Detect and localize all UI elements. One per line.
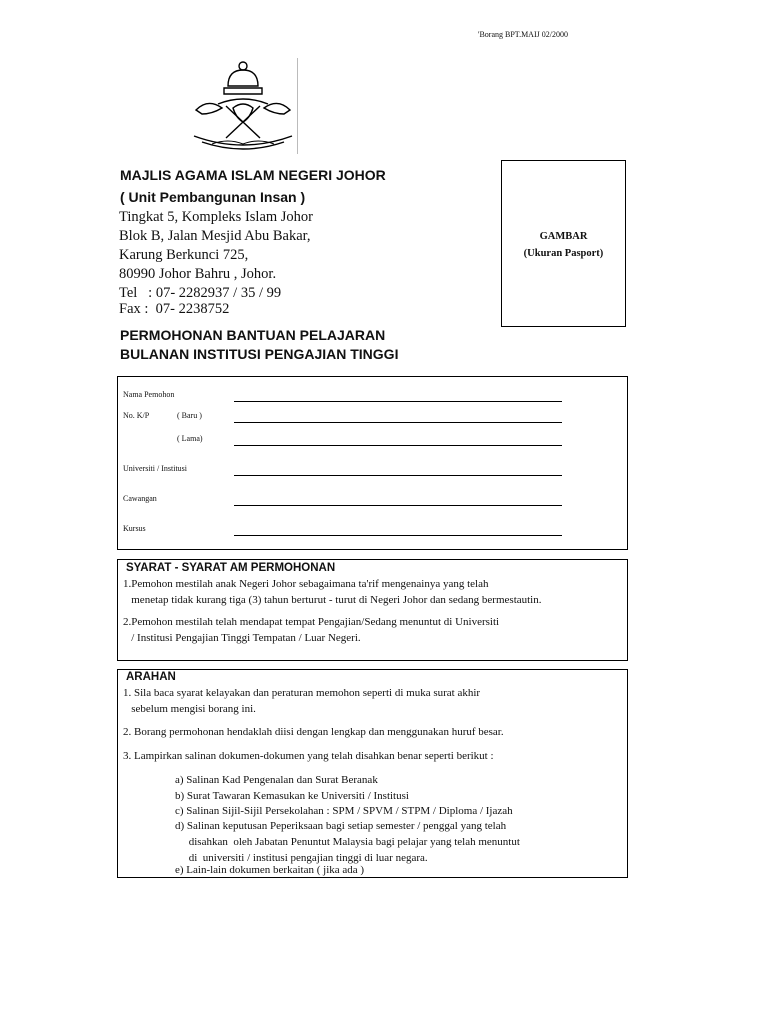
instruction-item: 3. Lampirkan salinan dokumen-dokumen yang telah disahkan benar seperti berikut :: [123, 750, 494, 762]
general-conditions-box: [117, 559, 628, 661]
kp-baru-input-line[interactable]: [234, 422, 562, 423]
nama-input-line[interactable]: [234, 401, 562, 402]
form-title-line2: BULANAN INSTITUSI PENGAJIAN TINGGI: [120, 346, 399, 362]
label-kursus: Kursus: [123, 524, 146, 533]
fax-line: Fax : 07- 2238752: [119, 301, 230, 317]
form-title-line1: PERMOHONAN BANTUAN PELAJARAN: [120, 327, 386, 343]
kursus-input-line[interactable]: [234, 535, 562, 536]
instruction-item: 2. Borang permohonan hendaklah diisi dengan lengkap dan menggunakan huruf besar.: [123, 726, 504, 738]
document-subitem: c) Salinan Sijil-Sijil Persekolahan : SPM / SPVM / STPM / Diploma / Ijazah: [175, 805, 513, 817]
label-kp: No. K/P: [123, 411, 150, 420]
photo-sublabel: (Ukuran Pasport): [523, 248, 604, 259]
condition-item: 2.Pemohon mestilah telah mendapat tempat Pengajian/Sedang menuntut di Universiti / Institusi Pengajian Tinggi Tempatan / Luar Negeri.: [123, 616, 500, 644]
address-line: 80990 Johor Bahru , Johor.: [119, 266, 277, 282]
label-nama: Nama Pemohon: [123, 390, 175, 399]
label-universiti: Universiti / Institusi: [123, 464, 187, 473]
organization-unit: ( Unit Pembangunan Insan ): [120, 189, 306, 205]
label-cawangan: Cawangan: [123, 494, 157, 503]
label-kp-lama: ( Lama): [177, 434, 203, 443]
form-title: [120, 326, 398, 364]
organization-name: MAJLIS AGAMA ISLAM NEGERI JOHOR: [120, 167, 386, 183]
divider: [297, 58, 298, 154]
document-subitem: b) Surat Tawaran Kemasukan ke Universiti / Institusi: [175, 790, 409, 802]
conditions-heading: SYARAT - SYARAT AM PERMOHONAN: [126, 562, 336, 574]
instructions-heading: ARAHAN: [126, 671, 176, 683]
applicant-details-box: [117, 376, 628, 550]
form-reference: 'Borang BPT.MAIJ 02/2000: [478, 30, 568, 39]
cawangan-input-line[interactable]: [234, 505, 562, 506]
universiti-input-line[interactable]: [234, 475, 562, 476]
address-line: Karung Berkunci 725,: [119, 247, 249, 263]
address-block: [119, 208, 313, 319]
phone-line: Tel : 07- 2282937 / 35 / 99: [119, 285, 282, 301]
photo-box: [501, 160, 626, 327]
kp-lama-input-line[interactable]: [234, 445, 562, 446]
condition-item: 1.Pemohon mestilah anak Negeri Johor sebagaimana ta'rif mengenainya yang telah menetap tidak kurang tiga (3) tahun berturut - turut di Negeri Johor dan sedang bermestautin.: [123, 578, 542, 606]
document-subitem: a) Salinan Kad Pengenalan dan Surat Beranak: [175, 774, 378, 786]
label-kp-baru: ( Baru ): [177, 411, 202, 420]
document-subitem: d) Salinan keputusan Peperiksaan bagi setiap semester / penggal yang telah disahkan oleh Jabatan Penuntut Malaysia bagi pelajar yang telah menuntut di universiti / institusi pengajian tinggi di luar negara.: [175, 820, 520, 864]
instruction-item: 1. Sila baca syarat kelayakan dan peraturan memohon seperti di muka surat akhir sebelum mengisi borang ini.: [123, 687, 481, 715]
document-subitem: e) Lain-lain dokumen berkaitan ( jika ada ): [175, 864, 365, 876]
address-line: Tingkat 5, Kompleks Islam Johor: [119, 209, 314, 225]
state-crest-logo: [188, 58, 298, 158]
photo-label: GAMBAR: [539, 231, 588, 242]
address-line: Blok B, Jalan Mesjid Abu Bakar,: [119, 228, 311, 244]
instructions-box: [117, 669, 628, 878]
